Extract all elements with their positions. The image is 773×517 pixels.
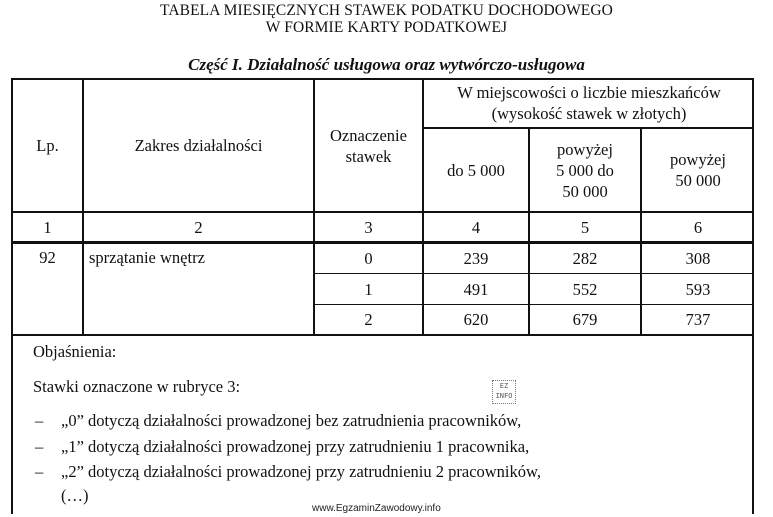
list-item-text: „2” dotyczą działalności prowadzonej przy zatrudnieniu 2 pracowników, — [61, 462, 541, 481]
column-number: 6 — [693, 217, 703, 237]
section-title: Część I. Działalność usługowa oraz wytwórczo-usługowa — [188, 55, 585, 74]
header-sub-col1: do 5 000 — [447, 160, 505, 180]
column-number: 1 — [43, 217, 52, 237]
list-item-text: „1” dotyczą działalności prowadzonej przy zatrudnieniu 1 pracownika, — [61, 437, 530, 456]
table-cell: 552 — [572, 279, 598, 299]
table-cell: 1 — [364, 279, 373, 299]
table-cell: 2 — [364, 310, 373, 329]
column-number: 5 — [580, 217, 590, 237]
header-oznaczenie — [315, 80, 422, 211]
dash-bullet: – — [35, 437, 44, 456]
header-sub-col3 — [642, 129, 754, 211]
document-title-line2: W FORMIE KARTY PODATKOWEJ — [265, 19, 508, 36]
header-sub-col2-line3: 50 000 — [562, 181, 608, 201]
header-sub-col2-line2: 5 000 do — [556, 160, 614, 180]
list-item — [35, 462, 541, 482]
list-item — [35, 411, 522, 431]
header-group — [424, 78, 754, 127]
table-cell: 0 — [364, 249, 373, 268]
list-item — [35, 437, 530, 457]
ellipsis: (…) — [61, 486, 89, 505]
header-group-line1: W miejscowości o liczbie mieszkańców — [457, 82, 721, 102]
table-cell: 491 — [463, 279, 489, 299]
dash-bullet: – — [35, 411, 44, 430]
header-sub-col2 — [530, 129, 640, 211]
ez-info-logo: EZ INFO — [492, 380, 516, 404]
header-sub-col3-line2: 50 000 — [675, 171, 721, 190]
table-cell: 308 — [685, 249, 711, 268]
row-zakres: sprzątanie wnętrz — [89, 248, 205, 267]
table-cell: 679 — [572, 310, 598, 329]
grid-line — [11, 334, 754, 336]
document-title-line1: TABELA MIESIĘCZNYCH STAWEK PODATKU DOCHODOWEGO — [160, 2, 613, 19]
column-number: 3 — [364, 217, 373, 237]
explanations-intro: Stawki oznaczone w rubryce 3: — [33, 377, 241, 396]
header-group-line2: (wysokość stawek w złotych) — [491, 103, 687, 123]
row-lp: 92 — [39, 248, 56, 267]
column-number: 2 — [194, 217, 203, 237]
explanations-heading: Objaśnienia: — [33, 342, 117, 361]
table-cell: 282 — [572, 249, 598, 268]
header-oznaczenie-line2: stawek — [345, 146, 392, 166]
header-sub-col3-line1: powyżej — [670, 150, 726, 169]
header-oznaczenie-line1: Oznaczenie — [330, 125, 407, 145]
table-cell: 593 — [685, 279, 711, 299]
table-cell: 620 — [463, 310, 489, 329]
list-item-text: „0” dotyczą działalności prowadzonej bez zatrudnienia pracowników, — [61, 411, 522, 430]
watermark: www.EgzaminZawodowy.info — [312, 503, 441, 514]
table-cell: 737 — [685, 310, 711, 329]
header-sub-col2-line1: powyżej — [557, 139, 613, 159]
dash-bullet: – — [35, 462, 44, 481]
header-lp: Lp. — [36, 136, 59, 155]
table-cell: 239 — [463, 249, 489, 268]
column-number: 4 — [471, 217, 481, 237]
header-zakres: Zakres działalności — [134, 136, 263, 155]
